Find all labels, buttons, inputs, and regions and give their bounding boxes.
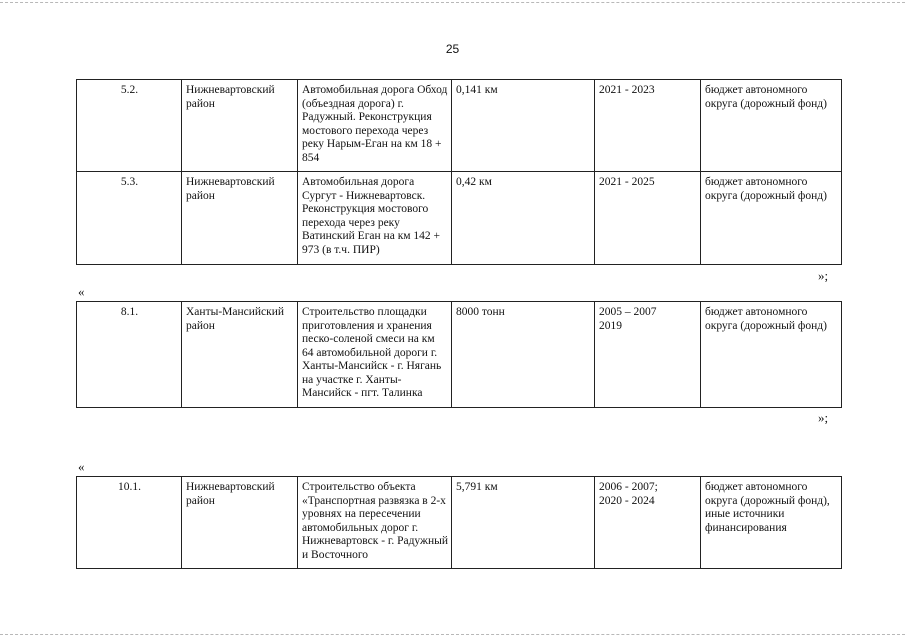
district-cell: Ханты-Мансийский район bbox=[182, 302, 298, 408]
scan-edge-top bbox=[0, 2, 905, 3]
program-table-1 bbox=[76, 79, 842, 265]
opening-quote: « bbox=[78, 459, 85, 474]
page-number: 25 bbox=[445, 42, 460, 56]
period-line: 2005 – 2007 bbox=[599, 306, 657, 318]
program-table-3 bbox=[76, 476, 842, 569]
table-row bbox=[77, 172, 842, 265]
period-cell: 2021 - 2023 bbox=[595, 80, 701, 172]
capacity-cell: 5,791 км bbox=[452, 477, 595, 569]
district-cell: Нижневартовский район bbox=[182, 80, 298, 172]
scan-edge-bottom bbox=[0, 634, 905, 635]
capacity-cell: 8000 тонн bbox=[452, 302, 595, 408]
opening-quote: « bbox=[78, 284, 85, 299]
closing-quote: »; bbox=[818, 410, 829, 425]
district-cell: Нижневартовский район bbox=[182, 172, 298, 265]
period-line: 2006 - 2007; bbox=[599, 481, 658, 493]
table-row bbox=[77, 302, 842, 408]
object-cell: Автомобильная дорога Обход (объездная дорога) г. Радужный. Реконструкция мостового перехода через реку Нарым-Еган на км 18 + 854 bbox=[298, 80, 452, 172]
object-cell: Автомобильная дорога Сургут - Нижневартовск. Реконструкция мостового перехода через реку Ватинский Еган на км 142 + 973 (в т.ч. ПИР) bbox=[298, 172, 452, 265]
table-row bbox=[77, 477, 842, 569]
row-number: 5.2. bbox=[77, 80, 182, 172]
period-cell: 2021 - 2025 bbox=[595, 172, 701, 265]
period-cell bbox=[595, 302, 701, 408]
funding-cell: бюджет автономного округа (дорожный фонд) bbox=[701, 172, 842, 265]
capacity-cell: 0,141 км bbox=[452, 80, 595, 172]
program-table-2 bbox=[76, 301, 842, 408]
funding-cell: бюджет автономного округа (дорожный фонд) bbox=[701, 80, 842, 172]
object-cell: Строительство площадки приготовления и хранения песко-соленой смеси на км 64 автомобильной дороги г. Ханты-Мансийск - г. Нягань на участке г. Ханты-Мансийск - пгт. Талинка bbox=[298, 302, 452, 408]
row-number: 10.1. bbox=[77, 477, 182, 569]
row-number: 8.1. bbox=[77, 302, 182, 408]
period-line: 2020 - 2024 bbox=[599, 494, 655, 507]
closing-quote: »; bbox=[818, 268, 829, 283]
period-line: 2019 bbox=[599, 319, 622, 332]
district-cell: Нижневартовский район bbox=[182, 477, 298, 569]
object-cell: Строительство объекта «Транспортная развязка в 2-х уровнях на пересечении автомобильных дорог г. Нижневартовск - г. Радужный и Восточного bbox=[298, 477, 452, 569]
row-number: 5.3. bbox=[77, 172, 182, 265]
period-cell bbox=[595, 477, 701, 569]
table-row bbox=[77, 80, 842, 172]
capacity-cell: 0,42 км bbox=[452, 172, 595, 265]
funding-cell: бюджет автономного округа (дорожный фонд) bbox=[701, 302, 842, 408]
funding-cell: бюджет автономного округа (дорожный фонд), иные источники финансирования bbox=[701, 477, 842, 569]
